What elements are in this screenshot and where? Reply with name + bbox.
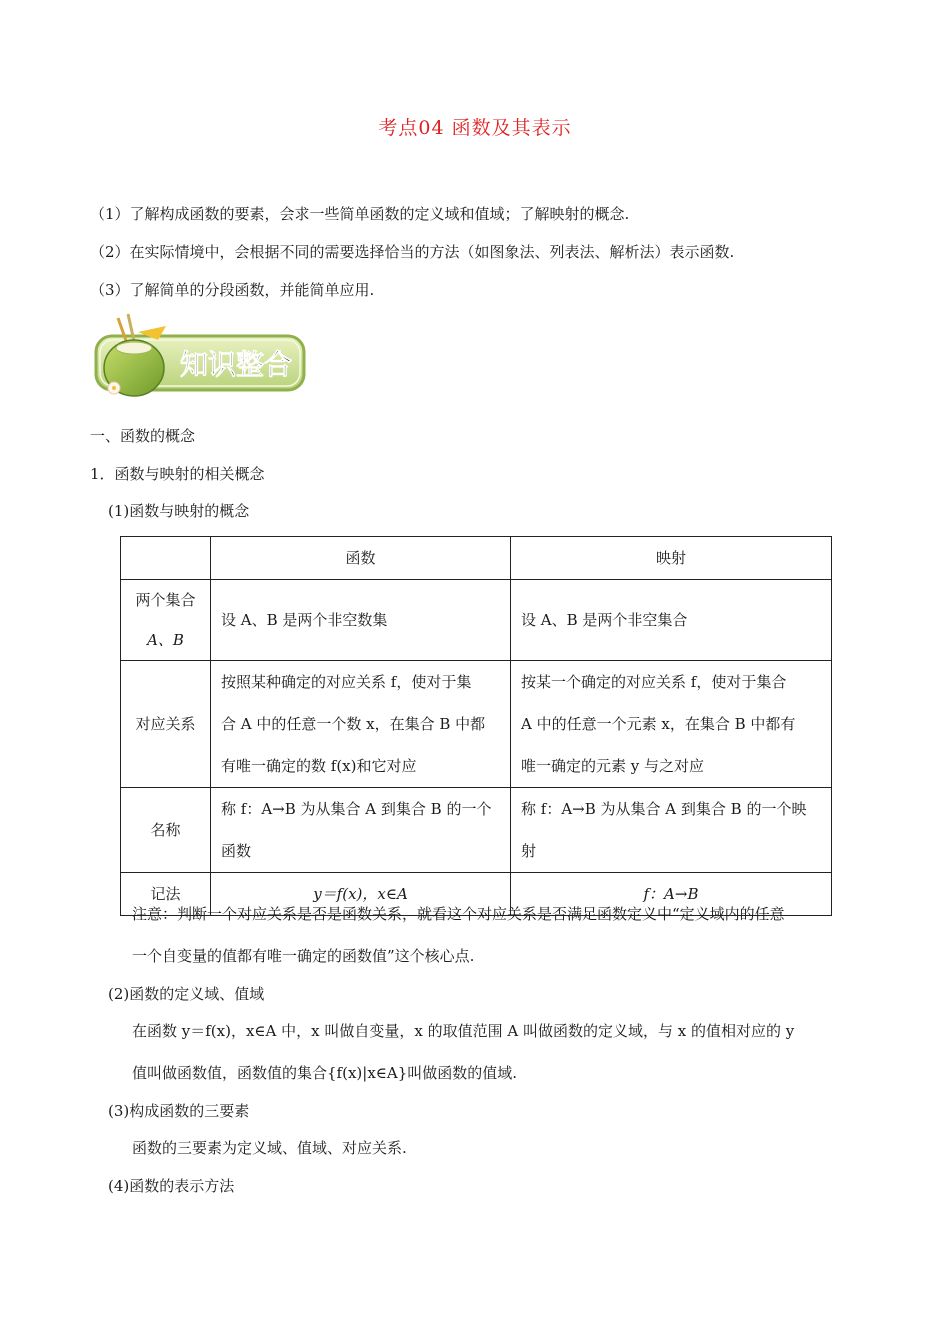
header-cell-empty [121, 537, 211, 580]
table-row [121, 788, 832, 873]
cell-function-correspondence: 按照某种确定的对应关系 f，使对于集 合 A 中的任意一个数 x，在集合 B 中都 有唯一确定的数 f(x)和它对应 [211, 661, 511, 788]
header-cell-function: 函数 [211, 537, 511, 580]
objective-1: （1）了解构成函数的要素，会求一些简单函数的定义域和值域；了解映射的概念. [90, 205, 630, 223]
subheading-1-3: (3)构成函数的三要素 [108, 1102, 250, 1120]
objective-2: （2）在实际情境中，会根据不同的需要选择恰当的方法（如图象法、列表法、解析法）表示函数. [90, 243, 735, 261]
domain-line-2: 值叫做函数值，函数值的集合{f(x)|x∈A}叫做函数的值域. [132, 1064, 518, 1082]
cell-function-sets: 设 A、B 是两个非空数集 [211, 580, 511, 661]
subheading-1-4: (4)函数的表示方法 [108, 1177, 235, 1195]
objective-3: （3）了解简单的分段函数，并能简单应用. [90, 281, 375, 299]
subheading-1-2: (2)函数的定义域、值域 [108, 985, 265, 1003]
three-elements-text: 函数的三要素为定义域、值域、对应关系. [132, 1139, 407, 1157]
section-heading: 一、函数的概念 [90, 427, 196, 445]
domain-line-1: 在函数 y＝f(x)，x∈A 中，x 叫做自变量，x 的取值范围 A 叫做函数的定义域，与 x 的值相对应的 y [132, 1022, 795, 1040]
function-mapping-table [120, 536, 832, 916]
row-label-name: 名称 [121, 788, 211, 873]
badge-label: 知识整合 [179, 348, 293, 381]
cell-mapping-notation: f：A→B [511, 873, 832, 916]
note-line-1: 注意：判断一个对应关系是否是函数关系，就看这个对应关系是否满足函数定义中“定义域内的任意 [132, 905, 785, 923]
cell-mapping-correspondence: 按某一个确定的对应关系 f，使对于集合 A 中的任意一个元素 x，在集合 B 中都有 唯一确定的元素 y 与之对应 [511, 661, 832, 788]
page-title: 考点04 函数及其表示 [378, 117, 572, 139]
cell-mapping-sets: 设 A、B 是两个非空集合 [511, 580, 832, 661]
header-cell-mapping: 映射 [511, 537, 832, 580]
row-label-correspondence: 对应关系 [121, 661, 211, 788]
subheading-1-1: (1)函数与映射的概念 [108, 502, 250, 520]
cell-function-name: 称 f：A→B 为从集合 A 到集合 B 的一个 函数 [211, 788, 511, 873]
subheading-1: 1．函数与映射的相关概念 [90, 465, 265, 483]
cell-function-notation: y＝f(x)，x∈A [211, 873, 511, 916]
table-row [121, 661, 832, 788]
row-label-sets: 两个集合 A、B [121, 580, 211, 661]
cell-mapping-name: 称 f：A→B 为从集合 A 到集合 B 的一个映 射 [511, 788, 832, 873]
table-row [121, 580, 832, 661]
knowledge-badge [88, 312, 310, 402]
table-header-row [121, 537, 832, 580]
note-line-2: 一个自变量的值都有唯一确定的函数值”这个核心点. [132, 947, 475, 965]
row-label-notation: 记法 [121, 873, 211, 916]
